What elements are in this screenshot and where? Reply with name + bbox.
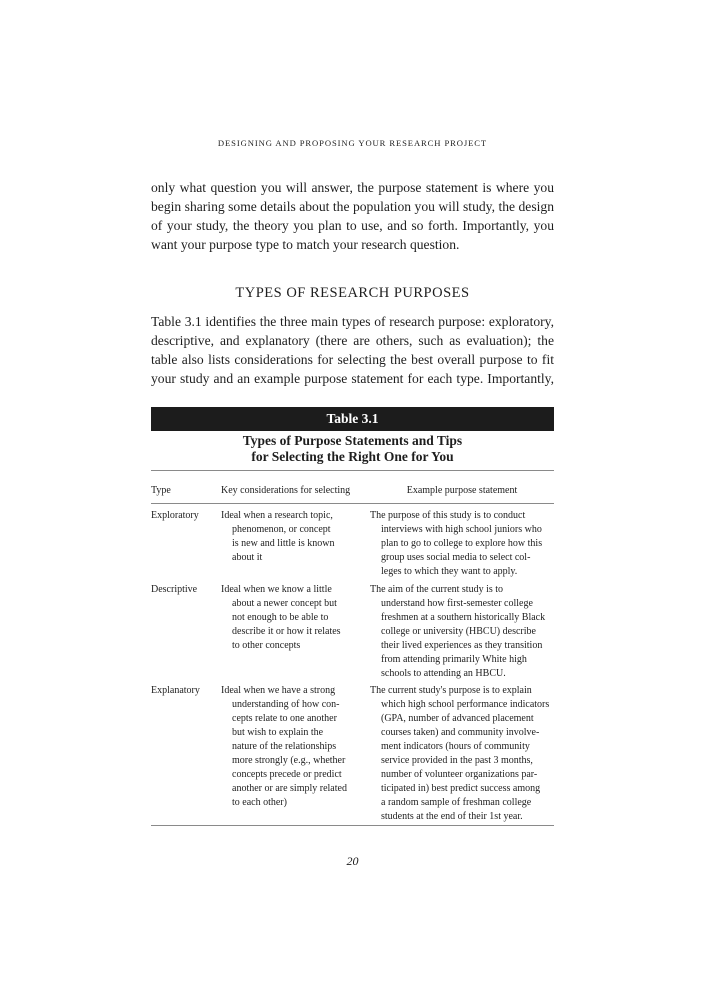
column-header-example: Example purpose statement xyxy=(406,485,518,496)
cell-line: understanding of how con- xyxy=(232,699,340,710)
cell-line: understand how first-semester college xyxy=(381,598,533,609)
cell-line: to each other) xyxy=(232,797,287,808)
running-head: DESIGNING AND PROPOSING YOUR RESEARCH PROJECT xyxy=(217,138,488,148)
cell-line: from attending primarily White high xyxy=(381,654,527,665)
cell-line: freshmen at a southern historically Black xyxy=(381,612,546,623)
table-row-example xyxy=(370,684,549,824)
table-top-rule xyxy=(151,470,554,471)
cell-line: The current study's purpose is to explain xyxy=(370,685,532,696)
table-header-rule xyxy=(151,503,554,504)
table-row-type: Exploratory xyxy=(151,510,199,521)
cell-line: is new and little is known xyxy=(232,538,335,549)
table-title xyxy=(151,433,554,465)
table-row-example xyxy=(370,583,545,681)
cell-line: Ideal when we know a little xyxy=(221,584,332,595)
cell-line: ticipated in) best predict success among xyxy=(381,783,541,794)
table-row-considerations xyxy=(221,583,341,653)
cell-line: phenomenon, or concept xyxy=(232,524,331,535)
cell-line: their lived experiences as they transition xyxy=(381,640,543,651)
cell-line: to other concepts xyxy=(232,640,301,651)
cell-line: more strongly (e.g., whether xyxy=(232,755,346,766)
table-row-type: Explanatory xyxy=(151,685,200,696)
text-line: table also lists considerations for selecting the best overall purpose to fit xyxy=(151,352,554,367)
cell-line: courses taken) and community involve- xyxy=(381,727,540,738)
cell-line: plan to go to college to explore how this xyxy=(381,538,543,549)
cell-line: The aim of the current study is to xyxy=(370,584,504,595)
text-line: of your study, the theory you plan to use, and so forth. Importantly, you xyxy=(151,218,554,233)
table-bottom-rule xyxy=(151,825,554,826)
cell-line: Ideal when we have a strong xyxy=(221,685,336,696)
cell-line: leges to which they want to apply. xyxy=(381,566,518,577)
table-label-bar: Table 3.1 xyxy=(151,407,554,431)
text-line: only what question you will answer, the purpose statement is where you xyxy=(151,180,554,195)
text-line: want your purpose type to match your research question. xyxy=(151,237,460,252)
cell-line: another or are simply related xyxy=(232,783,347,794)
section-heading: TYPES OF RESEARCH PURPOSES xyxy=(235,285,470,301)
cell-line: ment indicators (hours of community xyxy=(381,741,530,752)
cell-line: nature of the relationships xyxy=(232,741,337,752)
cell-line: (GPA, number of advanced placement xyxy=(381,713,534,724)
body-paragraph-2 xyxy=(151,312,554,388)
table-row-considerations xyxy=(221,509,335,565)
cell-line: number of volunteer organizations par- xyxy=(381,769,538,780)
cell-line: students at the end of their 1st year. xyxy=(381,811,523,822)
cell-line: a random sample of freshman college xyxy=(381,797,532,808)
table-row-type: Descriptive xyxy=(151,584,198,595)
cell-line: about a newer concept but xyxy=(232,598,337,609)
text-line: Table 3.1 identifies the three main types of research purpose: exploratory, xyxy=(151,314,554,329)
cell-line: describe it or how it relates xyxy=(232,626,341,637)
text-line: descriptive, and explanatory (there are others, such as evaluation); the xyxy=(151,333,554,348)
column-header-considerations: Key considerations for selecting xyxy=(221,485,351,496)
cell-line: group uses social media to select col- xyxy=(381,552,531,563)
cell-line: which high school performance indicators xyxy=(381,699,550,710)
cell-line: service provided in the past 3 months, xyxy=(381,755,533,766)
table-row-considerations xyxy=(221,684,347,810)
cell-line: about it xyxy=(232,552,263,563)
cell-line: college or university (HBCU) describe xyxy=(381,626,536,637)
cell-line: not enough to be able to xyxy=(232,612,329,623)
column-header-type: Type xyxy=(151,485,171,496)
cell-line: Ideal when a research topic, xyxy=(221,510,333,521)
body-paragraph-1 xyxy=(151,178,554,254)
text-line: your study and an example purpose statement for each type. Importantly, xyxy=(151,371,554,386)
cell-line: concepts precede or predict xyxy=(232,769,342,780)
table-row-example xyxy=(370,509,542,579)
text-line: begin sharing some details about the population you will study, the design xyxy=(151,199,554,214)
cell-line: interviews with high school juniors who xyxy=(381,524,542,535)
table-title-line: for Selecting the Right One for You xyxy=(251,449,454,464)
page-number: 20 xyxy=(346,854,359,868)
cell-line: The purpose of this study is to conduct xyxy=(370,510,526,521)
cell-line: schools to attending an HBCU. xyxy=(381,668,506,679)
cell-line: cepts relate to one another xyxy=(232,713,337,724)
table-title-line: Types of Purpose Statements and Tips xyxy=(242,433,463,448)
cell-line: but wish to explain the xyxy=(232,727,324,738)
